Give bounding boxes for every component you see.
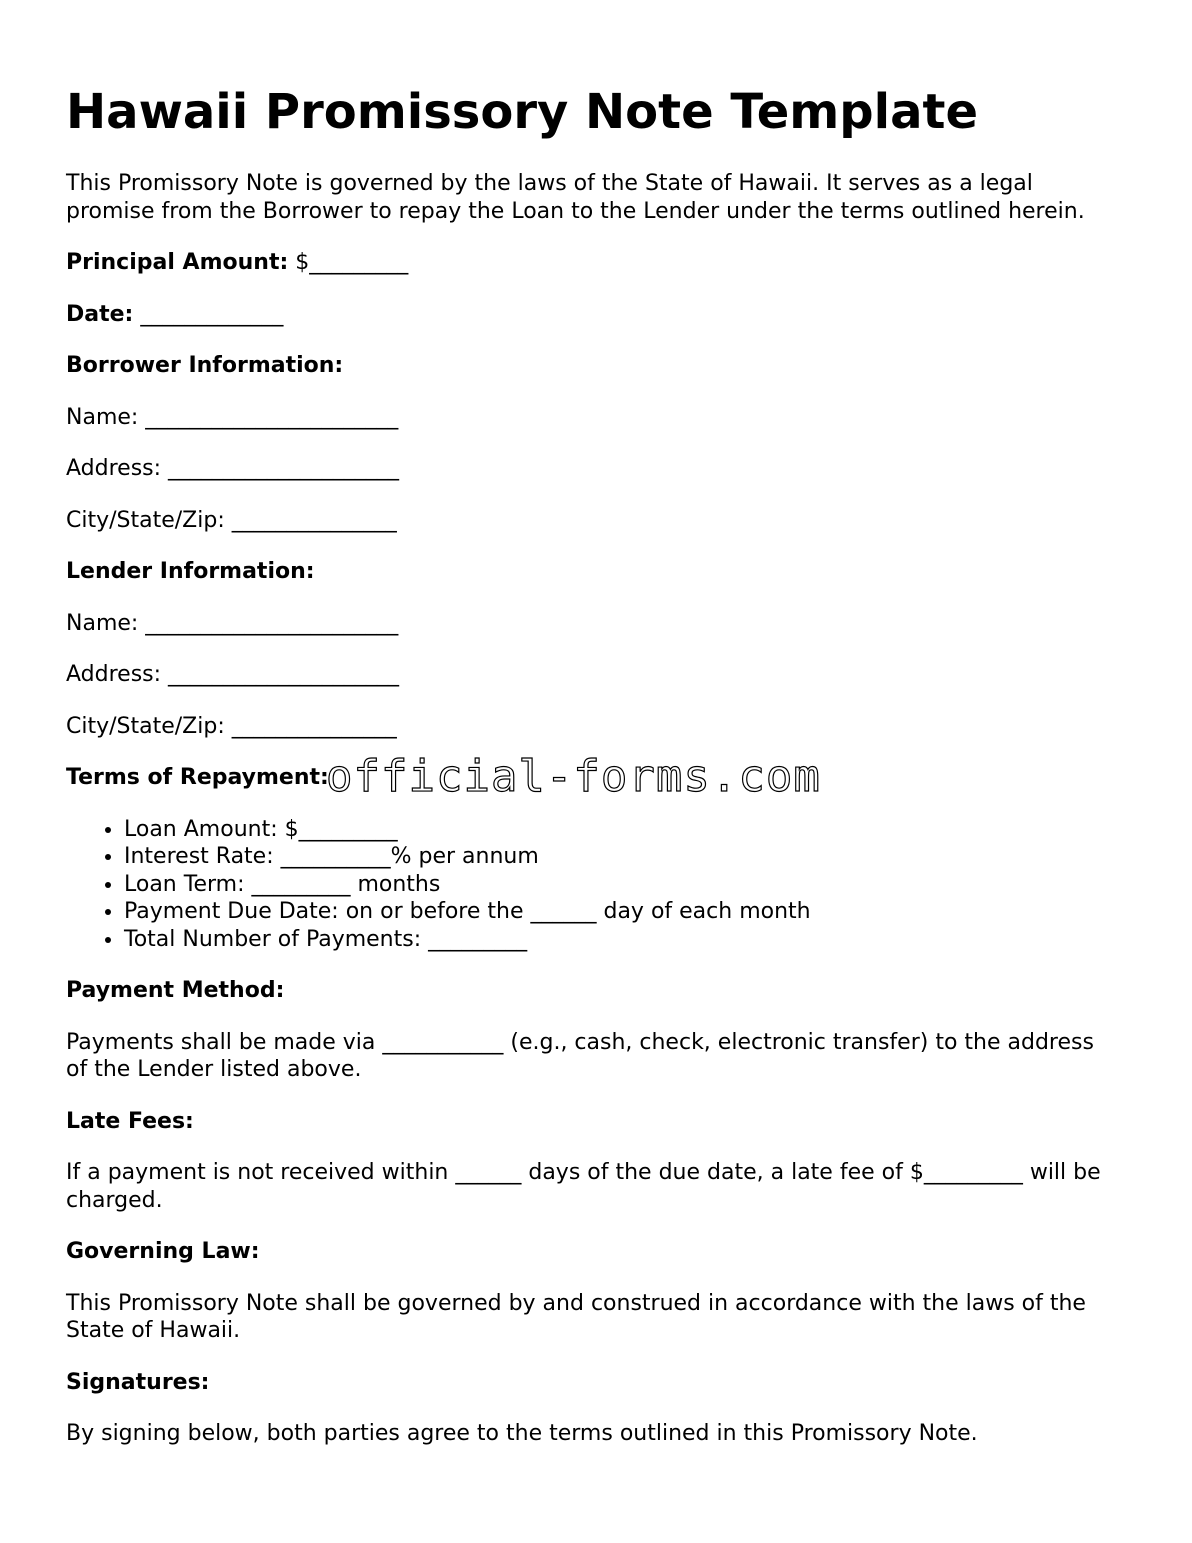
governing-law-heading: Governing Law: [66, 1239, 260, 1264]
borrower-heading: Borrower Information: [66, 353, 344, 378]
watermark: official-forms.com [326, 751, 821, 802]
terms-heading: Terms of Repayment: [66, 765, 329, 790]
lender-name-field: Name: _______________________ [66, 610, 399, 636]
borrower-name-field: Name: _______________________ [66, 404, 399, 430]
payment-method-heading: Payment Method: [66, 978, 285, 1003]
principal-amount-label: Principal Amount: [66, 250, 289, 275]
lender-city-field: City/State/Zip: _______________ [66, 713, 397, 739]
date-blank: _____________ [133, 301, 284, 327]
late-fees-text: If a payment is not received within ______ days of the due date, a late fee of $_________ will be charged. [66, 1160, 1101, 1213]
governing-law-text: This Promissory Note shall be governed by and construed in accordance with the laws of the State of Hawaii. [66, 1290, 1086, 1343]
list-item: • Loan Amount: $_________ [124, 816, 1116, 844]
list-item: • Payment Due Date: on or before the ______ day of each month [124, 898, 1116, 926]
signatures-text: By signing below, both parties agree to the terms outlined in this Promissory Note. [66, 1421, 978, 1446]
principal-amount-field [66, 249, 1116, 277]
date-label: Date: [66, 301, 134, 327]
principal-amount-blank: $_________ [288, 250, 409, 275]
lender-address-field: Address: _____________________ [66, 662, 400, 687]
terms-list [66, 816, 1116, 954]
lender-heading: Lender Information: [66, 559, 315, 584]
borrower-city-field: City/State/Zip: _______________ [66, 507, 397, 533]
intro-paragraph: This Promissory Note is governed by the laws of the State of Hawaii. It serves as a legal promise from the Borrower to repay the Loan to the Lender under the terms outlined herein. [66, 171, 1085, 224]
late-fees-heading: Late Fees: [66, 1108, 194, 1134]
signatures-heading: Signatures: [66, 1369, 210, 1395]
payment-method-text: Payments shall be made via ___________ (e.g., cash, check, electronic transfer) to the address of the Lender listed above. [66, 1029, 1094, 1082]
date-field [66, 301, 1116, 329]
page-title: Hawaii Promissory Note Template [66, 84, 978, 140]
list-item: • Interest Rate: __________% per annum [124, 843, 1116, 871]
list-item: • Total Number of Payments: _________ [124, 926, 1116, 954]
list-item: • Loan Term: _________ months [124, 871, 1116, 899]
borrower-address-field: Address: _____________________ [66, 456, 400, 481]
